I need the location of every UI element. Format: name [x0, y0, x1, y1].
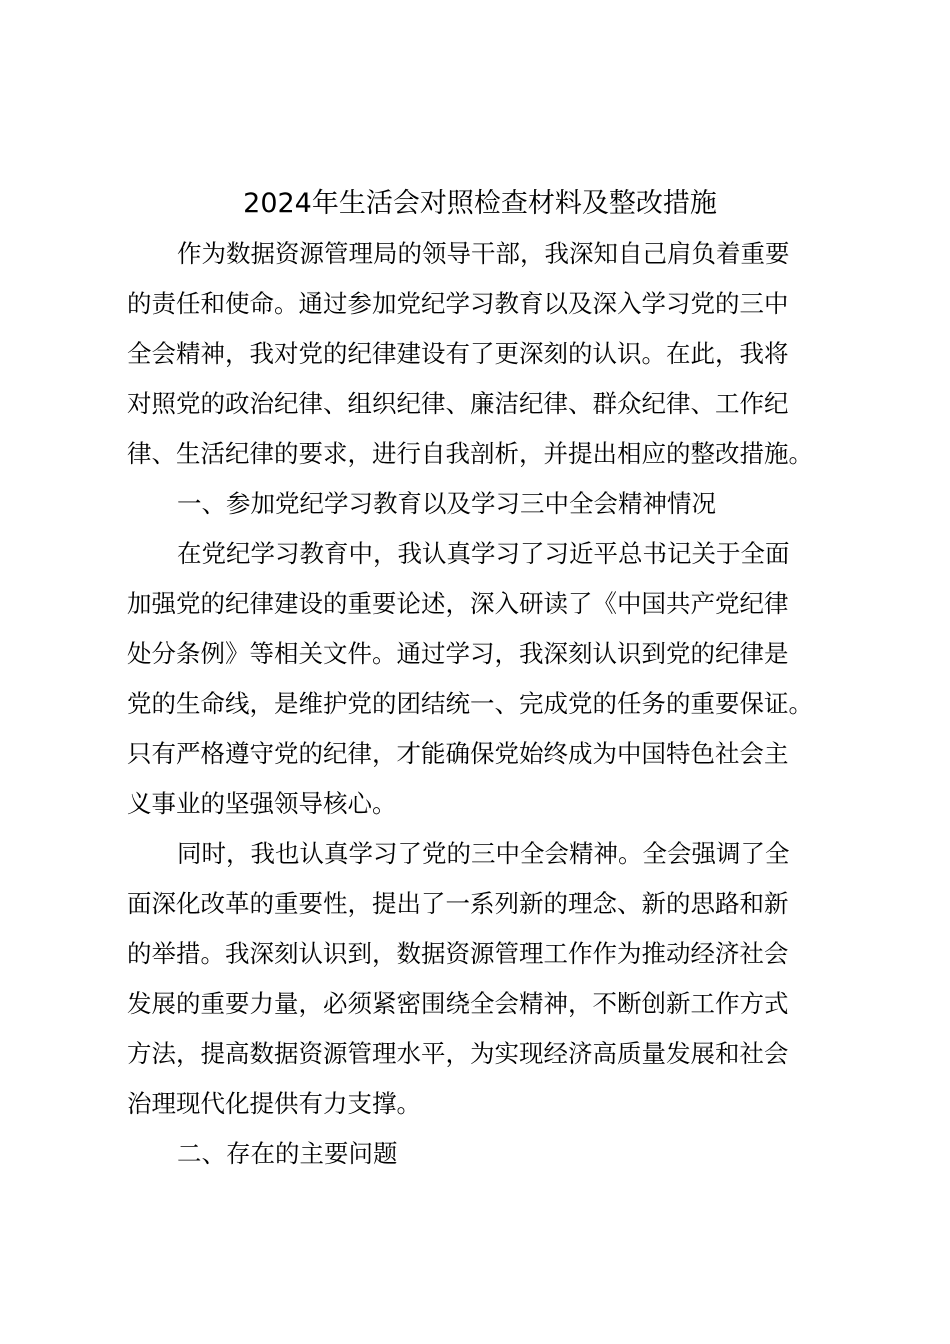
paragraph-line: 律、生活纪律的要求，进行自我剖析，并提出相应的整改措施。: [127, 439, 813, 468]
paragraph-line: 治理现代化提供有力支撑。: [127, 1089, 421, 1118]
paragraph-line: 全会精神，我对党的纪律建设有了更深刻的认识。在此，我将: [127, 339, 789, 368]
paragraph-line: 的举措。我深刻认识到，数据资源管理工作作为推动经济社会: [127, 939, 789, 968]
paragraph-line: 同时，我也认真学习了党的三中全会精神。全会强调了全: [177, 839, 790, 868]
paragraph-line: 作为数据资源管理局的领导干部，我深知自己肩负着重要: [177, 239, 790, 268]
paragraph-line: 方法，提高数据资源管理水平，为实现经济高质量发展和社会: [127, 1039, 789, 1068]
section-heading-1: 一、参加党纪学习教育以及学习三中全会精神情况: [177, 489, 716, 518]
paragraph-line: 党的生命线，是维护党的团结统一、完成党的任务的重要保证。: [127, 689, 813, 718]
paragraph-line: 处分条例》等相关文件。通过学习，我深刻认识到党的纪律是: [127, 639, 789, 668]
paragraph-line: 只有严格遵守党的纪律，才能确保党始终成为中国特色社会主: [127, 739, 789, 768]
paragraph-line: 面深化改革的重要性，提出了一系列新的理念、新的思路和新: [127, 889, 789, 918]
paragraph-line: 发展的重要力量，必须紧密围绕全会精神，不断创新工作方式: [127, 989, 789, 1018]
paragraph-line: 在党纪学习教育中，我认真学习了习近平总书记关于全面: [177, 539, 790, 568]
paragraph-line: 义事业的坚强领导核心。: [127, 789, 397, 818]
paragraph-line: 加强党的纪律建设的重要论述，深入研读了《中国共产党纪律: [127, 589, 789, 618]
document-title: 2024年生活会对照检查材料及整改措施: [243, 188, 717, 219]
section-heading-2: 二、存在的主要问题: [177, 1139, 398, 1168]
paragraph-line: 的责任和使命。通过参加党纪学习教育以及深入学习党的三中: [127, 289, 789, 318]
paragraph-line: 对照党的政治纪律、组织纪律、廉洁纪律、群众纪律、工作纪: [127, 389, 789, 418]
